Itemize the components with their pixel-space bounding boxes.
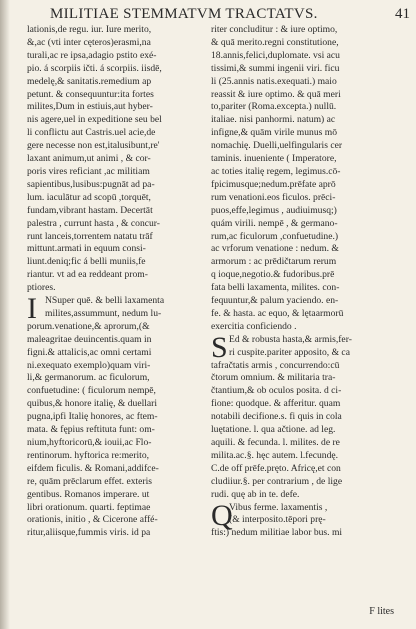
text-line: ac toties italię regem, legimus.cō-: [211, 165, 341, 177]
text-line: milita.ac.§. hęc autem. l.fecundę.: [211, 449, 339, 461]
left-paragraph-2: [27, 292, 211, 540]
text-line: taminis. inueniente ( Imperatore,: [211, 153, 337, 165]
text-line: laxant animum,ut animi , & cor-: [27, 153, 151, 165]
running-title: MILITIAE STEMMATVM TRACTATVS.: [50, 6, 318, 22]
text-line: exercitia conficiendo .: [211, 320, 297, 332]
right-paragraph-2-lines: [211, 330, 395, 502]
text-line: rum,ac ficulorum ,confuetudine.): [211, 230, 339, 242]
text-line: runt lanceis,torrentem natatu trāf: [27, 230, 153, 242]
text-line: li,& germanorum. ac ficulorum,: [27, 372, 150, 384]
dropcap-initial: Q: [211, 498, 233, 532]
dropcap-initial: S: [211, 330, 228, 364]
text-line: eifdem ficulis. & Romani,addifce-: [27, 462, 159, 474]
text-line: italiae. nisi panhormi. natum) ac: [211, 114, 336, 126]
text-line: čtorum omnium. & militaria tra-: [211, 372, 336, 384]
text-line: tissimi,& summi ingenii viri. ficu: [211, 62, 340, 74]
text-line: quibus,& honore italię, & duellari: [27, 398, 158, 410]
text-line: C.de off prēfe.pręto. Africę,et con: [211, 462, 341, 474]
text-line: mittunt.armati in equum consi-: [27, 243, 146, 255]
text-line: fata belli laxamenta, milites. con-: [211, 282, 340, 294]
text-line: NSuper quē. & belli laxamenta: [45, 295, 165, 307]
text-line: fequuntur,& palum yaciendo. en-: [211, 295, 339, 307]
text-line: riantur. vt ad ea reddeant prom-: [27, 269, 148, 281]
text-line: q ioque,negotio.& fudoribus.prē: [211, 269, 335, 281]
text-line: li conflictu aut Castris.uel acie,de: [27, 127, 156, 139]
text-line: petunt. & consequuntur:ita fortes: [27, 88, 154, 100]
text-line: fundam,vibrant hastam. Decertāt: [27, 204, 153, 216]
left-paragraph-2-lines: [27, 292, 211, 540]
text-line: infigne,& quām virile munus mō: [211, 127, 338, 139]
text-line: gere necesse non est,italusibunt,re': [27, 140, 160, 152]
text-line: luętatione. l. qua ačtione. ad leg.: [211, 424, 336, 436]
text-line: & quā merito.regni constitutione,: [211, 36, 339, 48]
text-line: nium,hyftoricorū,& iouii,ac Flo-: [27, 437, 152, 448]
text-line: ac vrforum venatione : nedum. &: [211, 243, 339, 255]
catchword: F lites: [369, 606, 394, 617]
text-line: gentibus. Romanos imperare. ut: [27, 488, 150, 500]
text-line: nomachię. Duelli,uelfingularis cer: [211, 140, 343, 152]
text-line: cludiiur.§. per contrarium , de lige: [211, 475, 343, 487]
right-paragraph-1: [211, 24, 395, 334]
text-line: ptiores.: [27, 282, 56, 294]
text-line: liunt.deniq;fic á belli muniis,fe: [27, 256, 146, 268]
text-line: pio. á scorpiis ičti. á scorpiis. iisdē,: [27, 62, 162, 74]
text-line: Ed & robusta hasta,& armis,fer-: [229, 333, 352, 345]
text-line: turali,ac re ipsa,adagio pstito exé-: [27, 49, 157, 61]
text-line: figni.& attalicis,ac omni certami: [27, 346, 152, 358]
text-line: &,ac (vti inter cęteros)erasmi,na: [27, 36, 151, 48]
text-line: čtantium,& ob oculos posita. d ci-: [211, 385, 342, 397]
text-line: aquili. & fecunda. l. milites. de re: [211, 437, 340, 448]
text-line: maleagritae deuincentis.quam in: [27, 333, 152, 345]
right-paragraph-3: [211, 498, 395, 541]
text-line: reassit & iure optimo. & quā meri: [211, 88, 341, 100]
text-line: riter concluditur : & iure optimo,: [211, 24, 338, 35]
right-paragraph-2: [211, 330, 395, 502]
text-line: palestra , currunt hasta , & concur-: [27, 217, 161, 229]
text-line: puos,effe,legimus , audiuimusq;): [211, 204, 337, 216]
text-line: confuetudine: ( ficulorum nempē,: [27, 385, 156, 397]
text-line: li (25.annis natis.exequati.) maio: [211, 75, 337, 87]
text-line: tafračtatis armis , concurrendo:cū: [211, 359, 340, 371]
text-line: lum. iaculātur ad scopū ,torquēt,: [27, 191, 151, 203]
text-line: armorum : ac prēdičtarum rerum: [211, 256, 337, 268]
text-line: medelę,& sanitatis.remedium ap: [27, 75, 152, 87]
text-line: porum.venatione,& aprorum,(&: [27, 320, 150, 332]
text-line: sapientibus,lusibus:pugnāt ad pa-: [27, 178, 155, 190]
text-line: 18.annis,felici,duplomate. vsi acu: [211, 49, 340, 61]
text-line: fione: quodque. & afferitur. quam: [211, 398, 341, 410]
text-line: nis agere,uel in expeditione seu bel: [27, 114, 162, 126]
text-line: ftis:) nedum militiae labor bus. mi: [211, 527, 343, 539]
text-line: milites,Dum in estiuis,aut hyber-: [27, 101, 153, 113]
text-line: rudi. quę ab in te. defe.: [211, 488, 300, 500]
left-column: [27, 24, 211, 540]
text-line: re, quām prēclarum effet. exteris: [27, 475, 153, 487]
right-paragraph-3-lines: [211, 498, 395, 541]
gutter-shadow: [0, 0, 10, 629]
text-line: quám virili. nempē , & germano-: [211, 217, 338, 229]
text-line: milites,assummunt, nedum lu-: [45, 307, 162, 319]
text-line: poris vires reficiant ,ac militiam: [27, 165, 150, 177]
text-line: lationis,de regu. iur. Iure merito,: [27, 24, 152, 35]
text-line: rum venationi.eos ficulos. prēci-: [211, 191, 336, 203]
text-line: ni.exequato exemplo)quam viri-: [27, 359, 151, 371]
text-line: orationis, initio , & Cicerone affé-: [27, 514, 158, 526]
text-line: ri cuspite.pariter apposito, & ca: [229, 346, 350, 358]
text-line: rentinorum. hyftorica re:merito,: [27, 449, 150, 461]
text-line: mata. & fępius reftituta funt: om-: [27, 424, 155, 436]
text-line: Vibus ferme. laxamentis ,: [229, 501, 328, 513]
text-line: pugna,ipfi Italię honores, ac ftem-: [27, 411, 158, 423]
text-line: libri orationum. quarti. feptimae: [27, 501, 151, 513]
left-paragraph-1: [27, 24, 211, 295]
text-line: to,pariter (Roma.excepta.) nullū.: [211, 101, 337, 113]
text-line: fe. & hasta. ac equo, & lętaarmorū: [211, 307, 344, 319]
text-line: (& interposito.tēpori prę-: [229, 514, 326, 526]
dropcap-initial: I: [27, 292, 37, 326]
text-line: notabili decifione.s. fi quis in cola: [211, 411, 342, 423]
page-number: 41: [395, 6, 410, 22]
text-line: ritur,aliisque,fummis viris. id pa: [27, 527, 151, 539]
right-column: [211, 24, 395, 540]
text-line: fpicimusque;nedum.prēfate aprō: [211, 178, 336, 190]
